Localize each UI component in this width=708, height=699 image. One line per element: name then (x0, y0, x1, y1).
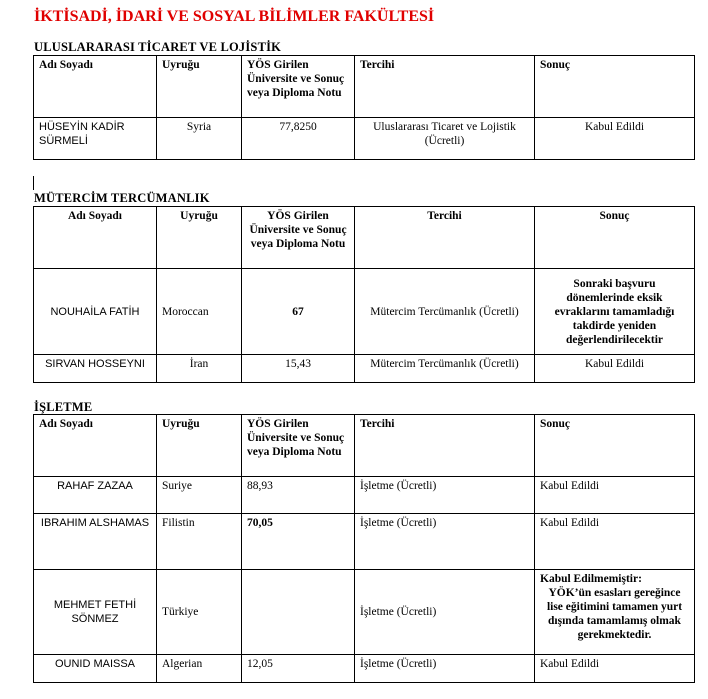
cell-name: NOUHAİLA FATİH (34, 269, 157, 355)
header-nationality: Uyruğu (157, 415, 242, 477)
cell-name: RAHAF ZAZAA (34, 477, 157, 514)
table-header-row (34, 207, 695, 269)
cell-name: OUNID MAISSA (34, 655, 157, 683)
cell-nationality: Türkiye (157, 570, 242, 655)
cell-name: SIRVAN HOSSEYNI (34, 355, 157, 383)
header-score: YÖS Girilen Üniversite ve Sonuç veya Diploma Notu (242, 56, 355, 118)
header-name: Adı Soyadı (34, 207, 157, 269)
cell-result: Sonraki başvuru dönemlerinde eksik evraklarını tamamladığı takdirde yeniden değerlendirilecektir (535, 269, 695, 355)
cell-choice: İşletme (Ücretli) (355, 655, 535, 683)
header-nationality: Uyruğu (157, 207, 242, 269)
cell-choice: Mütercim Tercümanlık (Ücretli) (355, 269, 535, 355)
cell-result: Kabul Edildi (535, 514, 695, 570)
cell-name: MEHMET FETHİ SÖNMEZ (34, 570, 157, 655)
header-result: Sonuç (535, 415, 695, 477)
table-header-row (34, 415, 695, 477)
cell-nationality: Filistin (157, 514, 242, 570)
cell-name: HÜSEYİN KADİR SÜRMELİ (34, 118, 157, 160)
table-row (34, 477, 695, 514)
section-title-translation: MÜTERCİM TERCÜMANLIK (34, 191, 210, 205)
cell-result: Kabul Edildi (535, 655, 695, 683)
header-name: Adı Soyadı (34, 56, 157, 118)
header-result: Sonuç (535, 56, 695, 118)
cell-score: 67 (242, 269, 355, 355)
header-choice: Tercihi (355, 56, 535, 118)
cell-score: 12,05 (242, 655, 355, 683)
cell-choice: İşletme (Ücretli) (355, 514, 535, 570)
cell-nationality: Suriye (157, 477, 242, 514)
table-row (34, 269, 695, 355)
table-row (34, 355, 695, 383)
cell-result: Kabul Edildi (535, 118, 695, 160)
text-cursor (33, 176, 34, 190)
result-title: Kabul Edilmemiştir: (540, 573, 642, 585)
cell-nationality: İran (157, 355, 242, 383)
cell-nationality: Moroccan (157, 269, 242, 355)
header-score: YÖS Girilen Üniversite ve Sonuç veya Diploma Notu (242, 207, 355, 269)
cell-choice: Uluslararası Ticaret ve Lojistik (Ücretli) (355, 118, 535, 160)
cell-choice: Mütercim Tercümanlık (Ücretli) (355, 355, 535, 383)
table-header-row (34, 56, 695, 118)
cell-nationality: Algerian (157, 655, 242, 683)
cell-score: 88,93 (242, 477, 355, 514)
table-business (33, 414, 695, 683)
result-reason: YÖK’ün esasları gereğince lise eğitimini tamamen yurt dışında tamamlamış olmak gerekmektedir. (546, 587, 683, 641)
cell-result: Kabul Edildi (535, 477, 695, 514)
cell-nationality: Syria (157, 118, 242, 160)
cell-score (242, 570, 355, 655)
table-international-trade (33, 55, 695, 160)
cell-choice: İşletme (Ücretli) (355, 477, 535, 514)
table-row (34, 570, 695, 655)
table-row (34, 118, 695, 160)
header-choice: Tercihi (355, 415, 535, 477)
section-title-business: İŞLETME (34, 400, 93, 414)
table-translation (33, 206, 695, 383)
cell-result: Kabul Edildi (535, 355, 695, 383)
cell-choice: İşletme (Ücretli) (355, 570, 535, 655)
table-row (34, 514, 695, 570)
cell-score: 77,8250 (242, 118, 355, 160)
cell-score: 15,43 (242, 355, 355, 383)
header-nationality: Uyruğu (157, 56, 242, 118)
section-title-international-trade: ULUSLARARASI TİCARET VE LOJİSTİK (34, 40, 282, 54)
cell-name: IBRAHIM ALSHAMAS (34, 514, 157, 570)
table-row (34, 655, 695, 683)
cell-result (535, 570, 695, 655)
header-name: Adı Soyadı (34, 415, 157, 477)
header-score: YÖS Girilen Üniversite ve Sonuç veya Diploma Notu (242, 415, 355, 477)
cell-score: 70,05 (242, 514, 355, 570)
faculty-title: İKTİSADİ, İDARİ VE SOSYAL BİLİMLER FAKÜLTESİ (34, 8, 435, 25)
header-choice: Tercihi (355, 207, 535, 269)
header-result: Sonuç (535, 207, 695, 269)
